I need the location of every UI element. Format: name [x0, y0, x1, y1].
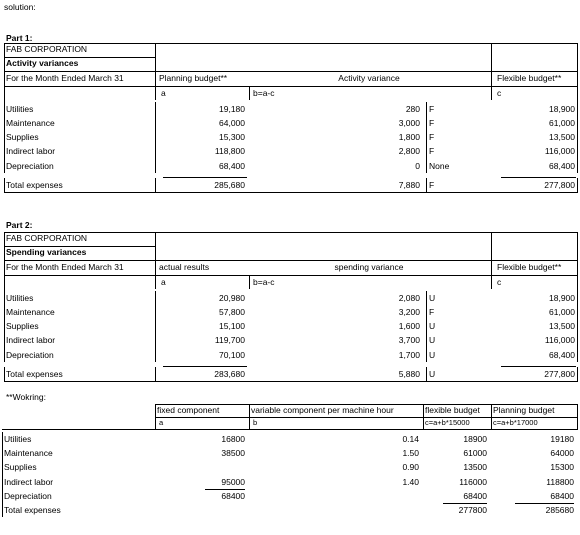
row-label: Maintenance — [6, 307, 55, 317]
part1-vline — [426, 144, 427, 158]
working-vline — [423, 404, 424, 429]
part1-vline — [249, 86, 250, 100]
part2-vline — [155, 305, 156, 319]
part2-col3-header: Flexible budget** — [497, 262, 562, 273]
part1-vline — [577, 86, 578, 104]
part2-vline — [577, 348, 578, 362]
working-hline — [2, 429, 578, 430]
working-title: **Wokring: — [6, 392, 46, 402]
working-vline — [249, 404, 250, 429]
col-a-value: 70,100 — [219, 349, 245, 360]
part1-sub2: b=a-c — [253, 87, 275, 98]
working-vline — [155, 404, 156, 429]
part2-vline — [155, 333, 156, 347]
col-a-value: 119,700 — [214, 335, 245, 346]
working-vline — [2, 432, 3, 446]
working-col1-header: fixed component — [157, 405, 220, 415]
working-vline — [577, 404, 578, 429]
part1-vline — [577, 178, 578, 192]
part2-vline — [426, 305, 427, 319]
part2-vline — [491, 275, 492, 289]
variance-flag: F — [429, 307, 435, 317]
part1-total-rule — [501, 177, 576, 178]
part1-vline — [577, 130, 578, 144]
part1-vline — [577, 116, 578, 130]
working-row-label: Maintenance — [4, 448, 53, 459]
flexible-budget-value: 68400 — [463, 490, 487, 501]
col-c-value: 13,500 — [549, 132, 575, 143]
planning-budget-value: 15300 — [550, 462, 574, 473]
variance-value: 1,700 — [398, 349, 420, 360]
flexible-budget-value: 61000 — [463, 448, 487, 459]
part1-sub3: c — [497, 87, 502, 98]
part1-col1-header: Planning budget** — [159, 73, 228, 84]
part1-bottom-border — [4, 192, 578, 193]
planning-budget-value: 19180 — [550, 434, 574, 444]
variance-flag: F — [429, 103, 435, 114]
row-label: Total expenses — [6, 368, 63, 379]
variance-flag: U — [429, 292, 436, 303]
part1-vline — [577, 159, 578, 173]
part2-vline — [577, 305, 578, 319]
part2-vline — [155, 319, 156, 333]
part1-vline — [491, 86, 492, 100]
part2-vline — [426, 348, 427, 362]
variance-value: 2,800 — [398, 146, 420, 157]
flexible-budget-value: 13500 — [463, 462, 487, 473]
row-label: Utilities — [6, 292, 34, 303]
col-c-value: 18,900 — [549, 103, 575, 114]
part2-vline — [426, 291, 427, 305]
planning-budget-value: 118800 — [546, 476, 574, 487]
col-c-value: 277,800 — [544, 368, 575, 379]
flexible-budget-value: 116000 — [459, 476, 487, 487]
part2-vline — [4, 348, 5, 362]
part1-vline — [155, 130, 156, 144]
col-a-value: 20,980 — [219, 292, 245, 303]
variance-value: 280 — [405, 103, 420, 114]
part1-vline — [155, 102, 156, 116]
part2-hline — [4, 260, 578, 261]
part1-vline — [577, 144, 578, 158]
row-label: Utilities — [6, 103, 34, 114]
variance-flag: U — [429, 335, 436, 346]
part2-col1-header: actual results — [159, 262, 210, 273]
working-vline — [2, 475, 3, 489]
planning-budget-value: 68400 — [550, 490, 574, 501]
part1-vline — [155, 116, 156, 130]
col-a-value: 57,800 — [219, 307, 245, 317]
working-vline — [2, 446, 3, 460]
variance-value: 1,600 — [398, 321, 420, 332]
part1-vline — [155, 159, 156, 173]
flexible-budget-value: 18900 — [463, 434, 487, 444]
part2-period: For the Month Ended March 31 — [6, 262, 124, 273]
part2-subtitle: Spending variances — [6, 247, 87, 258]
working-total-rule — [443, 503, 487, 504]
col-c-value: 68,400 — [549, 349, 575, 360]
row-label: Indirect labor — [6, 335, 56, 346]
part1-vline — [4, 178, 5, 192]
variance-value: 0 — [415, 160, 420, 171]
col-c-value: 277,800 — [544, 179, 575, 190]
row-label: Total expenses — [6, 179, 63, 190]
col-c-value: 68,400 — [549, 160, 575, 171]
part1-vline — [4, 144, 5, 158]
variance-flag: F — [429, 146, 435, 157]
part1-period: For the Month Ended March 31 — [6, 73, 124, 84]
part1-vline — [426, 116, 427, 130]
variable-component-value: 0.14 — [402, 434, 419, 444]
col-c-value: 116,000 — [544, 146, 575, 157]
part1-vline — [155, 144, 156, 158]
col-a-value: 285,680 — [214, 179, 245, 190]
col-a-value: 19,180 — [219, 103, 245, 114]
solution-heading: solution: — [4, 2, 36, 12]
part2-sub3: c — [497, 276, 502, 287]
part1-vline — [577, 102, 578, 116]
working-sub4: c=a+b*17000 — [493, 417, 538, 427]
working-col4-header: Planning budget — [493, 405, 555, 415]
working-col3-header: flexible budget — [425, 405, 480, 415]
working-row-label: Indirect labor — [4, 476, 54, 487]
row-label: Supplies — [6, 132, 39, 143]
working-sub2: b — [253, 417, 258, 427]
flexible-budget-value: 277800 — [458, 505, 487, 515]
part2-bottom-border — [4, 381, 578, 382]
variance-value: 3,200 — [398, 307, 420, 317]
variable-component-value: 1.40 — [402, 476, 419, 487]
part1-col3-header: Flexible budget** — [497, 73, 562, 84]
part2-vline — [4, 275, 5, 293]
row-label: Supplies — [6, 321, 39, 332]
variable-component-value: 0.90 — [402, 462, 419, 473]
variance-value: 3,000 — [398, 118, 420, 128]
working-row-label: Utilities — [4, 434, 32, 444]
variance-value: 1,800 — [398, 132, 420, 143]
part2-vline — [577, 367, 578, 381]
part1-sub1: a — [161, 87, 166, 98]
variance-flag: None — [429, 160, 450, 171]
variable-component-value: 1.50 — [402, 448, 419, 459]
working-row-label: Total expenses — [4, 505, 61, 515]
part1-company: FAB CORPORATION — [6, 44, 88, 54]
part2-vline — [577, 319, 578, 333]
part1-vline — [426, 130, 427, 144]
working-row-label: Supplies — [4, 462, 37, 473]
fixed-component-value: 68400 — [221, 490, 245, 501]
part2-vline — [577, 291, 578, 305]
col-a-value: 64,000 — [219, 118, 245, 128]
working-vline — [2, 460, 3, 474]
part1-title: Part 1: — [6, 33, 33, 43]
part2-vline — [426, 367, 427, 381]
col-c-value: 13,500 — [549, 321, 575, 332]
part2-vline — [4, 319, 5, 333]
col-c-value: 61,000 — [549, 118, 575, 128]
variance-value: 7,880 — [398, 179, 420, 190]
part2-vline — [4, 333, 5, 347]
part2-vline — [155, 348, 156, 362]
part2-vline — [4, 305, 5, 319]
part1-subtitle: Activity variances — [6, 58, 79, 69]
part2-vline — [426, 333, 427, 347]
variance-value: 2,080 — [398, 292, 420, 303]
col-a-value: 15,300 — [219, 132, 245, 143]
row-label: Depreciation — [6, 160, 54, 171]
part2-vline — [155, 291, 156, 305]
planning-budget-value: 285680 — [545, 505, 574, 515]
part1-vline — [426, 178, 427, 192]
working-total-rule — [205, 489, 245, 490]
part1-total-rule — [163, 177, 247, 178]
part1-vline — [4, 102, 5, 116]
working-total-rule — [515, 503, 574, 504]
variance-flag: F — [429, 118, 435, 128]
variance-flag: U — [429, 368, 436, 379]
col-c-value: 61,000 — [549, 307, 575, 317]
row-label: Maintenance — [6, 118, 55, 128]
part1-vline — [426, 102, 427, 116]
part2-vline — [577, 333, 578, 347]
part2-vline — [4, 367, 5, 381]
variance-flag: U — [429, 321, 436, 332]
working-sub3: c=a+b*15000 — [425, 417, 470, 427]
col-c-value: 116,000 — [544, 335, 575, 346]
part1-vline — [426, 159, 427, 173]
part2-vline — [426, 319, 427, 333]
part1-vline — [4, 116, 5, 130]
working-vline — [491, 404, 492, 429]
part1-vline — [155, 178, 156, 192]
part2-total-rule — [501, 366, 576, 367]
row-label: Depreciation — [6, 349, 54, 360]
part2-vline — [577, 275, 578, 293]
part2-total-rule — [163, 366, 247, 367]
working-row-label: Depreciation — [4, 490, 52, 501]
part1-vline — [4, 130, 5, 144]
fixed-component-value: 38500 — [221, 448, 245, 459]
col-c-value: 18,900 — [549, 292, 575, 303]
part2-vline — [155, 275, 156, 289]
col-a-value: 68,400 — [219, 160, 245, 171]
fixed-component-value: 95000 — [221, 476, 245, 487]
working-sub1: a — [159, 417, 164, 427]
part2-vline — [155, 367, 156, 381]
part1-hline — [4, 71, 578, 72]
variance-flag: F — [429, 132, 435, 143]
variance-value: 5,880 — [398, 368, 420, 379]
col-a-value: 15,100 — [219, 321, 245, 332]
variance-value: 3,700 — [398, 335, 420, 346]
part1-vline — [4, 159, 5, 173]
part2-vline — [249, 275, 250, 289]
row-label: Indirect labor — [6, 146, 56, 157]
part2-sub2: b=a-c — [253, 276, 275, 287]
fixed-component-value: 16800 — [221, 434, 245, 444]
part2-company: FAB CORPORATION — [6, 233, 88, 243]
part2-col2-header: spending variance — [334, 262, 404, 273]
working-vline — [2, 503, 3, 517]
part1-vline — [155, 86, 156, 100]
part2-vline — [4, 291, 5, 305]
part2-sub1: a — [161, 276, 166, 287]
working-col2-header: variable component per machine hour — [251, 405, 394, 415]
part2-title: Part 2: — [6, 220, 33, 230]
variance-flag: F — [429, 179, 435, 190]
part1-col2-header: Activity variance — [338, 73, 400, 84]
col-a-value: 283,680 — [214, 368, 245, 379]
variance-flag: U — [429, 349, 436, 360]
col-a-value: 118,800 — [214, 146, 245, 157]
part1-vline — [4, 86, 5, 104]
planning-budget-value: 64000 — [550, 448, 574, 459]
working-vline — [2, 489, 3, 503]
